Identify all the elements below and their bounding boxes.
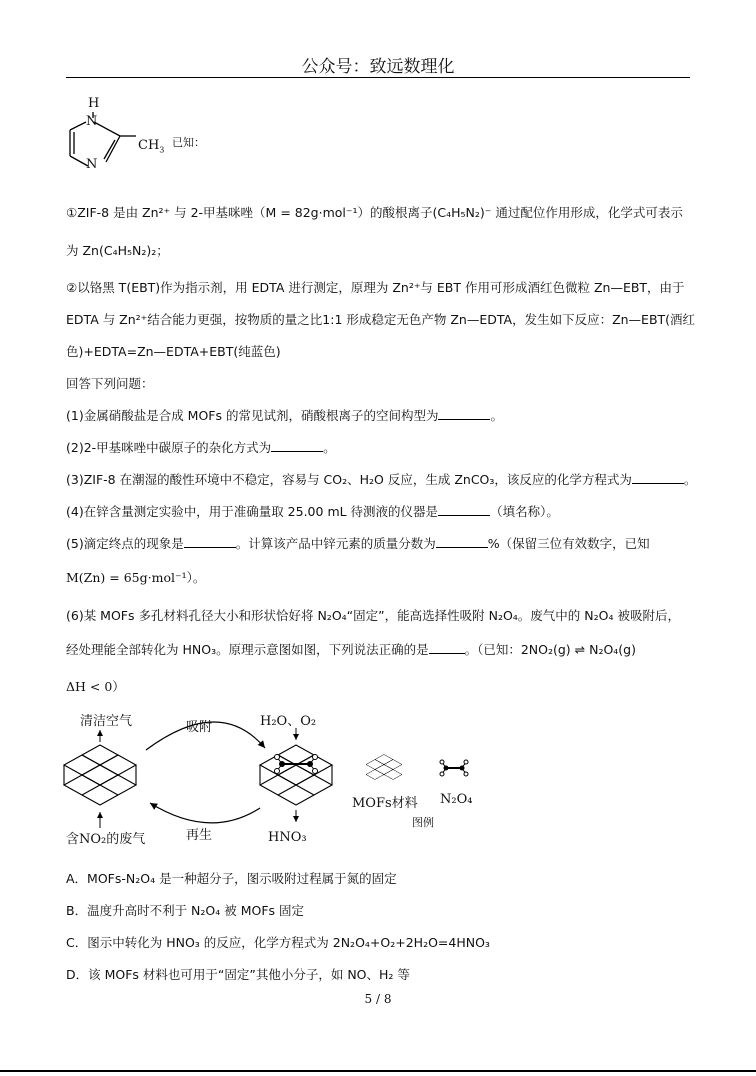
question-5-end: %（保留三位有效数字，已知 — [487, 536, 650, 551]
question-5-note: M(Zn) = 65g·mol⁻¹）。 — [66, 570, 206, 585]
structure-methyl — [138, 138, 164, 155]
page-header: 公众号：致远数理化 — [301, 57, 455, 77]
waste-gas-label: 含NO₂的废气 — [66, 832, 146, 847]
header-rule — [66, 77, 690, 78]
product-label: HNO₃ — [268, 830, 307, 845]
known-line-3: ②以铬黑 T(EBT)作为指示剂，用 EDTA 进行测定，原理为 Zn²⁺与 EBT 作用可形成酒红色微粒 Zn—EBT，由于 — [66, 280, 685, 295]
structure-n-top: N — [86, 114, 98, 129]
n2o4-adsorbed — [275, 755, 318, 774]
methyl-ch: CH — [138, 138, 160, 153]
mofs-material-right — [260, 745, 332, 805]
methyl-sub: 3 — [159, 145, 165, 155]
question-1-end: 。 — [490, 408, 503, 423]
question-3-text: (3)ZIF-8 在潮湿的酸性环境中不稳定，容易与 CO₂、H₂O 反应，生成 ZnCO₃，该反应的化学方程式为 — [66, 472, 632, 487]
option-d[interactable]: D．该 MOFs 材料也可用于“固定”其他小分子，如 NO、H₂ 等 — [66, 967, 410, 982]
section-heading: 回答下列问题： — [66, 376, 154, 391]
adsorb-label: 吸附 — [186, 720, 213, 735]
question-4 — [66, 502, 559, 520]
answer-blank[interactable] — [271, 439, 323, 452]
given-label: 已知： — [172, 136, 205, 149]
question-5-mid: 。计算该产品中锌元素的质量分数为 — [235, 536, 436, 551]
question-3 — [66, 470, 696, 488]
question-1-text: (1)金属硝酸盐是合成 MOFs 的常见试剂，硝酸根离子的空间构型为 — [66, 408, 439, 423]
answer-blank[interactable] — [438, 407, 490, 420]
question-5 — [66, 534, 650, 552]
question-6-text: 经处理能全部转化为 HNO₃。原理示意图如图，下列说法正确的是 — [66, 642, 429, 657]
question-2-end: 。 — [323, 440, 336, 455]
clean-air-label: 清洁空气 — [80, 714, 133, 729]
question-5-text: (5)滴定终点的现象是 — [66, 536, 184, 551]
question-4-text: (4)在锌含量测定实验中，用于准确量取 25.00 mL 待测液的仪器是 — [66, 504, 439, 519]
regenerate-arrow — [150, 803, 260, 823]
question-6-line-2 — [66, 640, 636, 658]
question-6-given: 。（已知：2NO₂(g) ⇌ N₂O₄(g) — [464, 642, 636, 657]
structure-n-bottom: N — [86, 157, 98, 172]
legend-n2o4-label: N₂O₄ — [440, 792, 473, 807]
option-a[interactable]: A．MOFs-N₂O₄ 是一种超分子，图示吸附过程属于氮的固定 — [66, 871, 397, 886]
question-3-end: 。 — [683, 472, 697, 487]
question-6-line-1: (6)某 MOFs 多孔材料孔径大小和形状恰好将 N₂O₄“固定”，能高选择性吸附 N₂O₄。废气中的 N₂O₄ 被吸附后， — [66, 608, 680, 623]
known-line-2: 为 Zn(C₄H₅N₂)₂； — [66, 243, 169, 258]
question-1 — [66, 406, 503, 424]
answer-blank[interactable] — [438, 503, 490, 516]
bottom-rule — [0, 1070, 756, 1072]
known-line-4: EDTA 与 Zn²⁺结合能力更强，按物质的量之比1:1 形成稳定无色产物 Zn—EDTA，发生如下反应：Zn—EBT(酒红 — [66, 312, 696, 327]
answer-blank[interactable] — [436, 535, 488, 548]
answer-blank[interactable] — [184, 535, 236, 548]
question-2-text: (2)2-甲基咪唑中碳原子的杂化方式为 — [66, 440, 272, 455]
answer-blank[interactable] — [632, 471, 684, 484]
legend-graphics — [360, 752, 480, 792]
page-number: 5 / 8 — [364, 992, 392, 1006]
structure-h-label: H — [88, 96, 100, 111]
option-b[interactable]: B．温度升高时不利于 N₂O₄ 被 MOFs 固定 — [66, 903, 305, 918]
question-2 — [66, 438, 336, 456]
reactants-label: H₂O、O₂ — [260, 714, 317, 729]
n2o4-legend-icon — [440, 760, 468, 776]
regenerate-label: 再生 — [186, 828, 213, 843]
known-line-1: ①ZIF-8 是由 Zn²⁺ 与 2-甲基咪唑（M = 82g·mol⁻¹）的酸根离子(C₄H₅N₂)⁻ 通过配位作用形成，化学式可表示 — [66, 205, 683, 220]
question-4-end: （填名称）。 — [490, 504, 559, 519]
mofs-material-left — [64, 745, 136, 805]
option-c[interactable]: C．图示中转化为 HNO₃ 的反应，化学方程式为 2N₂O₄+O₂+2H₂O=4HNO₃ — [66, 935, 490, 950]
question-6-line-3: ΔH < 0） — [66, 679, 125, 694]
legend-mofs-label: MOFs材料 — [352, 796, 418, 811]
answer-blank[interactable] — [429, 641, 465, 654]
legend-title: 图例 — [412, 816, 434, 829]
mofs-legend-icon — [366, 755, 402, 780]
known-line-5: 色)+EDTA=Zn—EDTA+EBT(纯蓝色) — [66, 344, 281, 359]
